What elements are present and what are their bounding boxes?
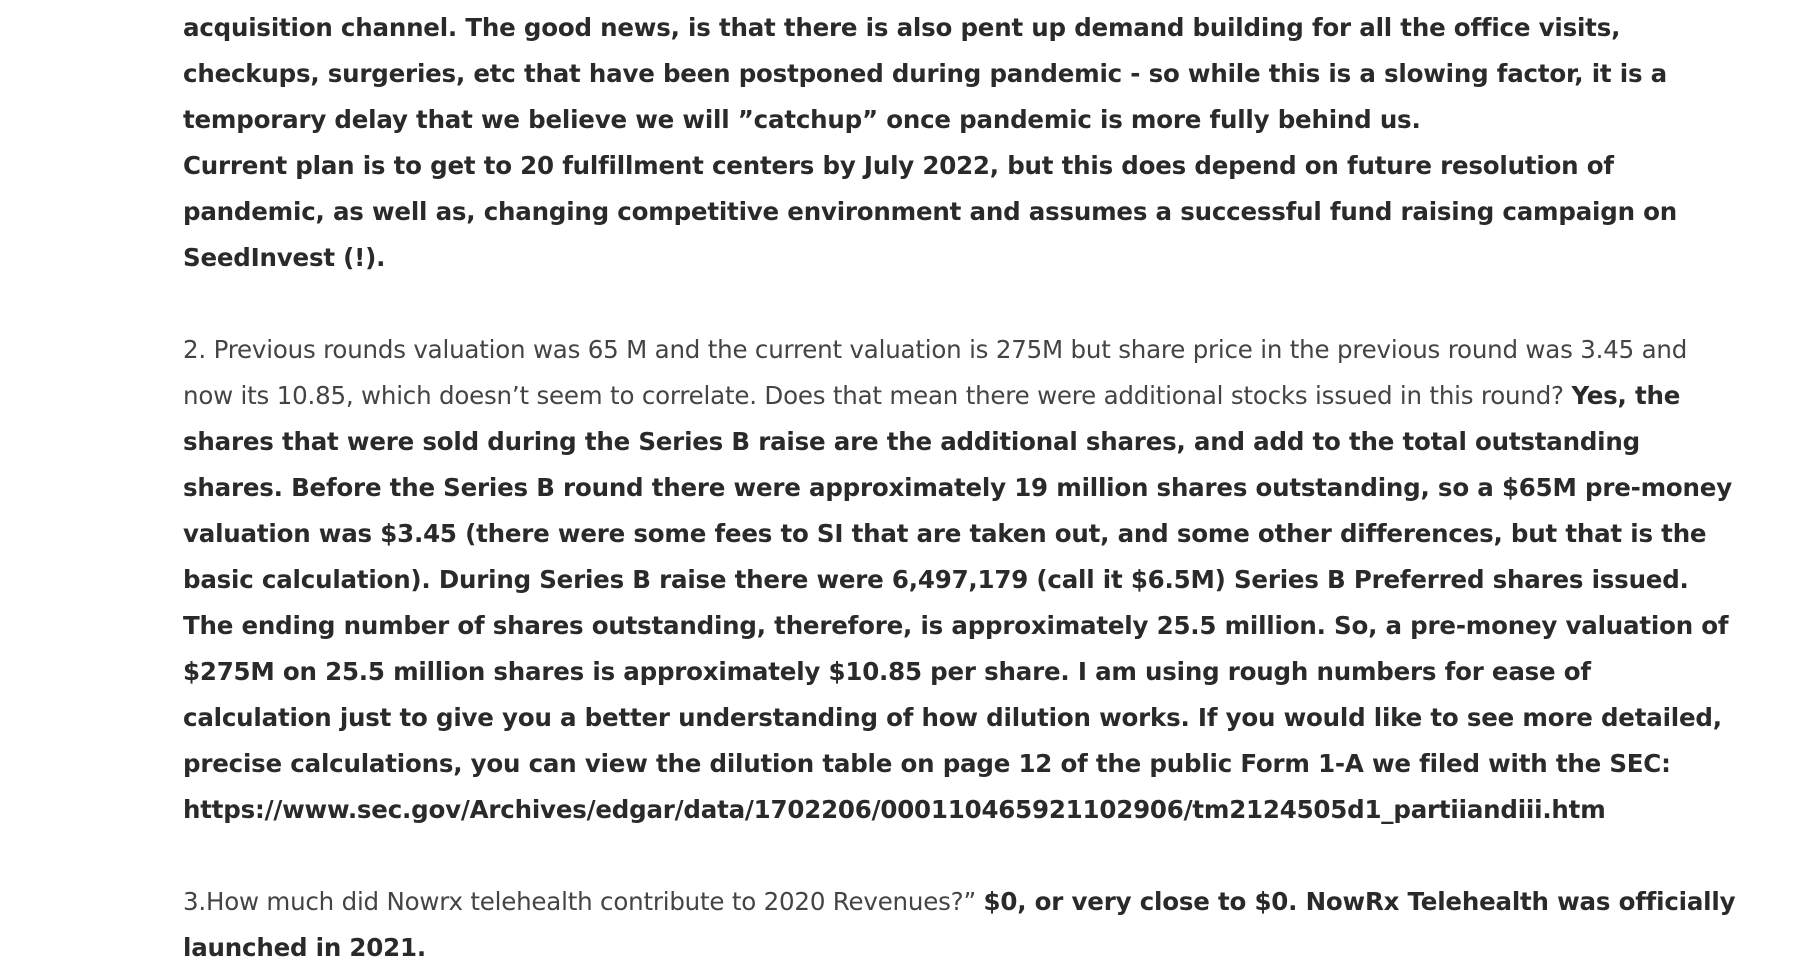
paragraph-continuation [183, 5, 1743, 143]
paragraph-spacer [183, 833, 1743, 879]
paragraph-continuation-text: acquisition channel. The good news, is that there is also pent up demand building for all the office visits, checkups, surgeries, etc that have been postponed during pandemic - so while this is a slowing factor, it is a temporary delay that we believe we will ”catchup” once pandemic is more fully behind us. [183, 13, 1667, 134]
paragraph-spacer [183, 281, 1743, 327]
answer-2-text: Yes, the shares that were sold during the Series B raise are the additional shares, and add to the total outstanding shares. Before the Series B round there were approximately 19 million shares outstanding, so a $65M pre-money valuation was $3.45 (there were some fees to SI that are taken out, and some other differences, but that is the basic calculation). During Series B raise there were 6,497,179 (call it $6.5M) Series B Preferred shares issued. The ending number of shares outstanding, therefore, is approximately 25.5 million. So, a pre-money valuation of $275M on 25.5 million shares is approximately $10.85 per share. I am using rough numbers for ease of calculation just to give you a better understanding of how dilution works. If you would like to see more detailed, precise calculations, you can view the dilution table on page 12 of the public Form 1-A we filed with the SEC: [183, 381, 1732, 778]
question-3-text: 3.How much did Nowrx telehealth contribute to 2020 Revenues?” [183, 887, 976, 916]
question-3-block [183, 879, 1743, 971]
answer-3-text: $0, or very close to $0. NowRx Telehealth was officially launched in 2021. [183, 887, 1736, 962]
question-2-block [183, 327, 1743, 833]
plan-paragraph-text: Current plan is to get to 20 fulfillment centers by July 2022, but this does depend on future resolution of pandemic, as well as, changing competitive environment and assumes a successful fund raising campaign on SeedInvest (!). [183, 151, 1678, 272]
question-2-text: 2. Previous rounds valuation was 65 M and the current valuation is 275M but share price in the previous round was 3.45 and now its 10.85, which doesn’t seem to correlate. Does that mean there were additional stocks issued in this round? [183, 335, 1688, 410]
plan-paragraph [183, 143, 1743, 281]
sec-filing-link[interactable]: https://www.sec.gov/Archives/edgar/data/1702206/000110465921102906/tm2124505d1_partiiandiii.htm [183, 795, 1606, 824]
article-body [183, 5, 1743, 971]
